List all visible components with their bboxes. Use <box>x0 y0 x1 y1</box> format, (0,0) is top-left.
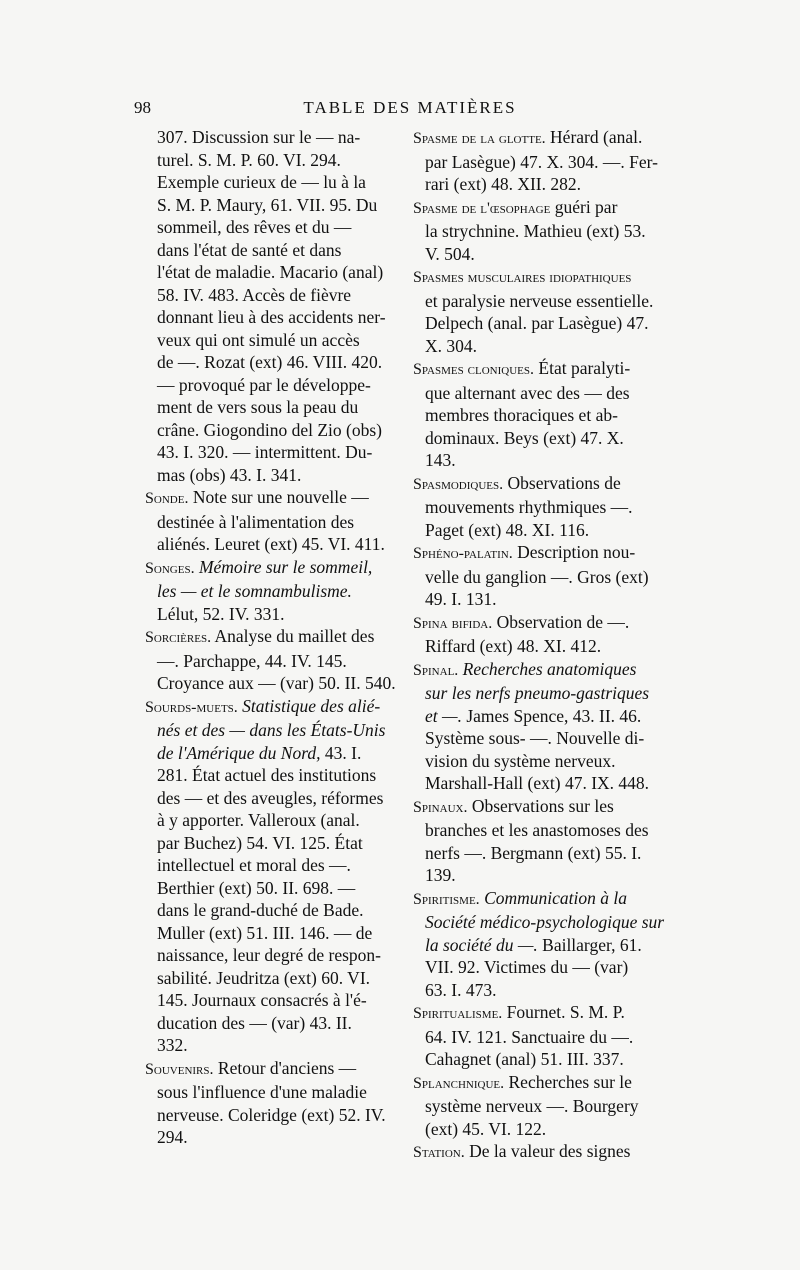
index-entry <box>413 887 668 1002</box>
entry-text: État paralyti- <box>534 358 631 378</box>
entry-text: X. 304. <box>425 335 478 356</box>
index-entry <box>145 695 400 1057</box>
entry-text: Hérard (anal. <box>545 127 643 147</box>
entry-text: 64. IV. 121. Sanctuaire du —. <box>425 1026 634 1047</box>
entry-text: Recherches sur le <box>504 1071 632 1092</box>
entry-text: par Buchez) 54. VI. 125. État <box>157 832 363 853</box>
entry-text: à y apporter. Valleroux (anal. <box>157 810 360 830</box>
page-header <box>134 98 680 122</box>
entry-line <box>413 126 668 151</box>
entry-text: de —. Rozat (ext) 46. VIII. 420. <box>157 352 383 372</box>
entry-line <box>145 1034 400 1057</box>
entry-line <box>145 374 400 397</box>
index-entry <box>145 556 400 626</box>
entry-line <box>145 1081 400 1104</box>
page-number: 98 <box>134 98 151 117</box>
entry-line <box>145 464 400 487</box>
entry-text: turel. S. M. P. 60. VI. 294. <box>157 149 341 170</box>
entry-title-italic: Communication à la <box>479 887 627 908</box>
entry-line <box>145 216 400 239</box>
entry-line <box>413 382 668 405</box>
entry-line <box>145 261 400 284</box>
entry-title-italic: les — et le somnambulisme. <box>157 581 352 601</box>
entry-line <box>413 934 668 957</box>
entry-line <box>145 967 400 990</box>
entry-line <box>145 1126 400 1149</box>
entry-text: des — et des aveugles, réformes <box>157 787 384 808</box>
entry-line <box>413 956 668 979</box>
index-entry <box>413 1071 668 1141</box>
entry-line <box>145 580 400 603</box>
entry-text: —. Parchappe, 44. IV. 145. <box>157 650 347 671</box>
entry-text: Description nou- <box>512 542 636 562</box>
entry-line <box>145 922 400 945</box>
entry-text: 294. <box>157 1127 188 1147</box>
entry-text: ment de vers sous la peau du <box>157 397 359 417</box>
entry-headword: Station. <box>413 1144 465 1161</box>
index-entry <box>413 265 668 357</box>
entry-headword: Spinaux. <box>413 798 468 816</box>
entry-title-italic: Société médico-psychologique sur <box>425 912 665 932</box>
entry-line <box>145 719 400 742</box>
entry-line <box>413 611 668 636</box>
entry-line <box>413 795 668 820</box>
entry-text: Cahagnet (anal) 51. III. 337. <box>425 1049 624 1069</box>
entry-text: Exemple curieux de — lu à la <box>157 172 366 192</box>
entry-line <box>413 588 668 611</box>
entry-text: Riffard (ext) 48. XI. 412. <box>425 636 602 656</box>
entry-line <box>145 171 400 194</box>
entry-line <box>413 864 668 887</box>
index-entry <box>413 795 668 887</box>
entry-text: la strychnine. Mathieu (ext) 53. <box>425 221 646 241</box>
entry-text: Système sous- —. Nouvelle di- <box>425 728 645 748</box>
entry-line <box>145 441 400 464</box>
entry-line <box>413 911 668 934</box>
entry-text: Observations de <box>503 472 621 493</box>
entry-line <box>413 496 668 519</box>
entry-text: 307. Discussion sur le — na- <box>157 127 361 147</box>
entry-line <box>413 243 668 266</box>
entry-line <box>413 472 668 497</box>
entry-line <box>145 396 400 419</box>
entry-line <box>413 772 668 795</box>
entry-line <box>413 427 668 450</box>
entry-line <box>145 944 400 967</box>
index-entry <box>413 1140 668 1165</box>
entry-line <box>413 541 668 566</box>
entry-headword: Spasme de la glotte. <box>413 130 546 147</box>
entry-line <box>413 750 668 773</box>
entry-line <box>145 239 400 262</box>
entry-text: Observations sur les <box>467 795 614 816</box>
entry-text: dominaux. Beys (ext) 47. X. <box>425 427 624 448</box>
entry-line <box>145 419 400 442</box>
entry-headword: Splanchnique. <box>413 1074 505 1092</box>
entry-text: Croyance aux — (var) 50. II. 540. <box>157 673 396 693</box>
entry-text: Fournet. S. M. P. <box>502 1002 625 1022</box>
entry-text: sabilité. Jeudritza (ext) 60. VI. <box>157 967 371 988</box>
running-title: TABLE DES MATIÈRES <box>303 98 517 117</box>
entry-line <box>413 173 668 196</box>
entry-title-italic: nés et des — dans les États-Unis <box>157 720 386 740</box>
entry-text: aliénés. Leuret (ext) 45. VI. 411. <box>157 534 385 554</box>
entry-line <box>145 809 400 832</box>
entry-text: James Spence, 43. II. 46. <box>461 705 642 726</box>
entry-line <box>145 989 400 1012</box>
entry-text: naissance, leur degré de respon- <box>157 945 381 965</box>
index-entry <box>413 196 668 266</box>
entry-text: 58. IV. 483. Accès de fièvre <box>157 284 352 305</box>
entry-headword: Spasmes cloniques. <box>413 361 535 378</box>
index-entry <box>145 486 400 556</box>
entry-line <box>413 196 668 221</box>
entry-title-italic: Mémoire sur le sommeil, <box>194 556 373 577</box>
entry-line <box>413 705 668 728</box>
entry-text: 139. <box>425 865 456 885</box>
entry-text: intellectuel et moral des —. <box>157 855 351 875</box>
entry-title-italic: sur les nerfs pneumo-gastriques <box>425 683 650 703</box>
entry-line <box>413 727 668 750</box>
entry-text: Analyse du maillet des <box>211 626 375 646</box>
entry-text: nerveuse. Coleridge (ext) 52. IV. <box>157 1104 386 1125</box>
entry-text: (ext) 45. VI. 122. <box>425 1118 547 1139</box>
entry-headword: Sonde. <box>145 490 189 507</box>
entry-line <box>413 357 668 382</box>
entry-text: mas (obs) 43. I. 341. <box>157 464 302 485</box>
entry-headword: Spasmes musculaires idiopathiques <box>413 269 632 286</box>
entry-text: 63. I. 473. <box>425 979 497 1000</box>
entry-title-italic: Statistique des alié- <box>237 695 381 716</box>
entry-line <box>145 533 400 556</box>
entry-text: l'état de maladie. Macario (anal) <box>157 262 384 282</box>
index-entry <box>413 541 668 611</box>
entry-text: veux qui ont simulé un accès <box>157 329 360 350</box>
entry-text: 49. I. 131. <box>425 589 497 609</box>
index-entry <box>413 357 668 472</box>
entry-headword: Sorcières. <box>145 629 212 646</box>
index-entry <box>413 658 668 795</box>
entry-line <box>145 556 400 581</box>
entry-text: VII. 92. Victimes du — (var) <box>425 957 629 977</box>
entry-line <box>413 1026 668 1049</box>
entry-title-italic: la société du —. <box>425 934 538 955</box>
entry-line <box>145 194 400 217</box>
entry-text: Marshall-Hall (ext) 47. IX. 448. <box>425 773 650 793</box>
entry-line <box>145 832 400 855</box>
entry-line <box>145 787 400 810</box>
entry-text: 143. <box>425 450 456 470</box>
entry-headword: Spiritisme. <box>413 890 480 908</box>
entry-line <box>145 650 400 673</box>
index-entry <box>413 126 668 196</box>
entry-text: guéri par <box>550 196 618 217</box>
entry-text: Retour d'anciens — <box>213 1057 357 1078</box>
entry-headword: Spasmodiques. <box>413 475 504 493</box>
entry-text: 43. I. 320. — intermittent. Du- <box>157 442 373 462</box>
entry-line <box>413 290 668 313</box>
entry-text: — provoqué par le développe- <box>157 374 371 395</box>
entry-text: rari (ext) 48. XII. 282. <box>425 174 581 194</box>
entry-line <box>413 1095 668 1118</box>
entry-line <box>145 1104 400 1127</box>
entry-line <box>413 1140 668 1165</box>
entry-line <box>413 566 668 589</box>
entry-text: 43. I. <box>320 742 362 763</box>
entry-line <box>413 404 668 427</box>
entry-headword: Spiritualisme. <box>413 1005 503 1022</box>
entry-title-italic: Recherches anatomiques <box>458 658 637 679</box>
index-entry <box>413 611 668 658</box>
entry-line <box>413 1118 668 1141</box>
entry-line <box>413 658 668 683</box>
entry-text: De la valeur des signes <box>464 1141 631 1161</box>
entry-line <box>145 603 400 626</box>
entry-line <box>413 1048 668 1071</box>
entry-line <box>413 842 668 865</box>
entry-line <box>413 151 668 174</box>
entry-text: membres thoraciques et ab- <box>425 405 618 425</box>
entry-line <box>145 126 400 149</box>
index-entry <box>413 472 668 542</box>
entry-line <box>413 220 668 243</box>
entry-text: Note sur une nouvelle — <box>188 487 369 507</box>
entry-text: Muller (ext) 51. III. 146. — de <box>157 922 373 943</box>
entry-text: 281. État actuel des institutions <box>157 765 377 785</box>
entry-line <box>145 1012 400 1035</box>
entry-text: velle du ganglion —. Gros (ext) <box>425 566 649 587</box>
entry-line <box>145 764 400 787</box>
entry-line <box>145 899 400 922</box>
entry-line <box>413 979 668 1002</box>
entry-line <box>413 1071 668 1096</box>
entry-text: crâne. Giogondino del Zio (obs) <box>157 419 383 440</box>
entry-text: Berthier (ext) 50. II. 698. — <box>157 877 356 898</box>
entry-line <box>145 625 400 650</box>
entry-text: Lélut, 52. IV. 331. <box>157 603 285 624</box>
entry-line <box>413 335 668 358</box>
entry-line <box>145 877 400 900</box>
entry-text: 145. Journaux consacrés à l'é- <box>157 990 367 1010</box>
entry-text: dans l'état de santé et dans <box>157 239 342 260</box>
entry-line <box>413 265 668 290</box>
right-column <box>413 126 668 1165</box>
entry-line <box>413 519 668 542</box>
entry-line <box>413 635 668 658</box>
entry-text: Baillarger, 61. <box>537 934 642 955</box>
entry-line <box>145 742 400 765</box>
entry-line <box>413 887 668 912</box>
entry-title-italic: et —. <box>425 705 462 726</box>
entry-text: sous l'influence d'une maladie <box>157 1082 367 1102</box>
entry-line <box>413 312 668 335</box>
entry-text: système nerveux —. Bourgery <box>425 1096 639 1116</box>
index-entry <box>145 126 400 486</box>
entry-headword: Spinal. <box>413 661 459 679</box>
entry-text: V. 504. <box>425 243 475 264</box>
entry-text: vision du système nerveux. <box>425 750 616 771</box>
entry-line <box>145 511 400 534</box>
index-entry <box>145 1057 400 1149</box>
entry-headword: Sourds-muets. <box>145 698 238 716</box>
entry-line <box>145 329 400 352</box>
entry-text: 332. <box>157 1035 188 1055</box>
entry-line <box>145 854 400 877</box>
index-entry <box>413 1001 668 1071</box>
entry-text: nerfs —. Bergmann (ext) 55. I. <box>425 842 642 863</box>
entry-text: branches et les anastomoses des <box>425 820 649 840</box>
entry-text: et paralysie nerveuse essentielle. <box>425 290 654 311</box>
entry-line <box>145 672 400 695</box>
entry-text: dans le grand-duché de Bade. <box>157 900 364 920</box>
entry-text: mouvements rhythmiques —. <box>425 497 633 517</box>
index-entry <box>145 625 400 695</box>
entry-line <box>145 149 400 172</box>
entry-headword: Sphéno-palatin. <box>413 545 513 562</box>
entry-line <box>145 486 400 511</box>
entry-line <box>413 682 668 705</box>
entry-headword: Souvenirs. <box>145 1060 214 1078</box>
entry-text: sommeil, des rêves et du — <box>157 217 352 237</box>
left-column <box>145 126 400 1149</box>
entry-line <box>413 1001 668 1026</box>
entry-line <box>145 351 400 374</box>
entry-text: Delpech (anal. par Lasègue) 47. <box>425 313 649 333</box>
entry-text: donnant lieu à des accidents ner- <box>157 307 386 327</box>
entry-text: ducation des — (var) 43. II. <box>157 1012 352 1033</box>
entry-line <box>145 1057 400 1082</box>
entry-line <box>145 695 400 720</box>
entry-text: destinée à l'alimentation des <box>157 511 355 532</box>
entry-title-italic: de l'Amérique du Nord, <box>157 742 321 763</box>
entry-text: par Lasègue) 47. X. 304. —. Fer- <box>425 151 658 172</box>
entry-text: S. M. P. Maury, 61. VII. 95. Du <box>157 194 378 215</box>
entry-line <box>413 449 668 472</box>
entry-text: Paget (ext) 48. XI. 116. <box>425 519 590 540</box>
entry-headword: Spasme de l'œsophage <box>413 199 551 217</box>
entry-line <box>145 284 400 307</box>
entry-line <box>145 306 400 329</box>
entry-text: Observation de —. <box>492 611 630 632</box>
entry-line <box>413 819 668 842</box>
entry-text: que alternant avec des — des <box>425 382 630 403</box>
entry-headword: Spina bifida. <box>413 614 493 632</box>
entry-headword: Songes. <box>145 559 195 577</box>
